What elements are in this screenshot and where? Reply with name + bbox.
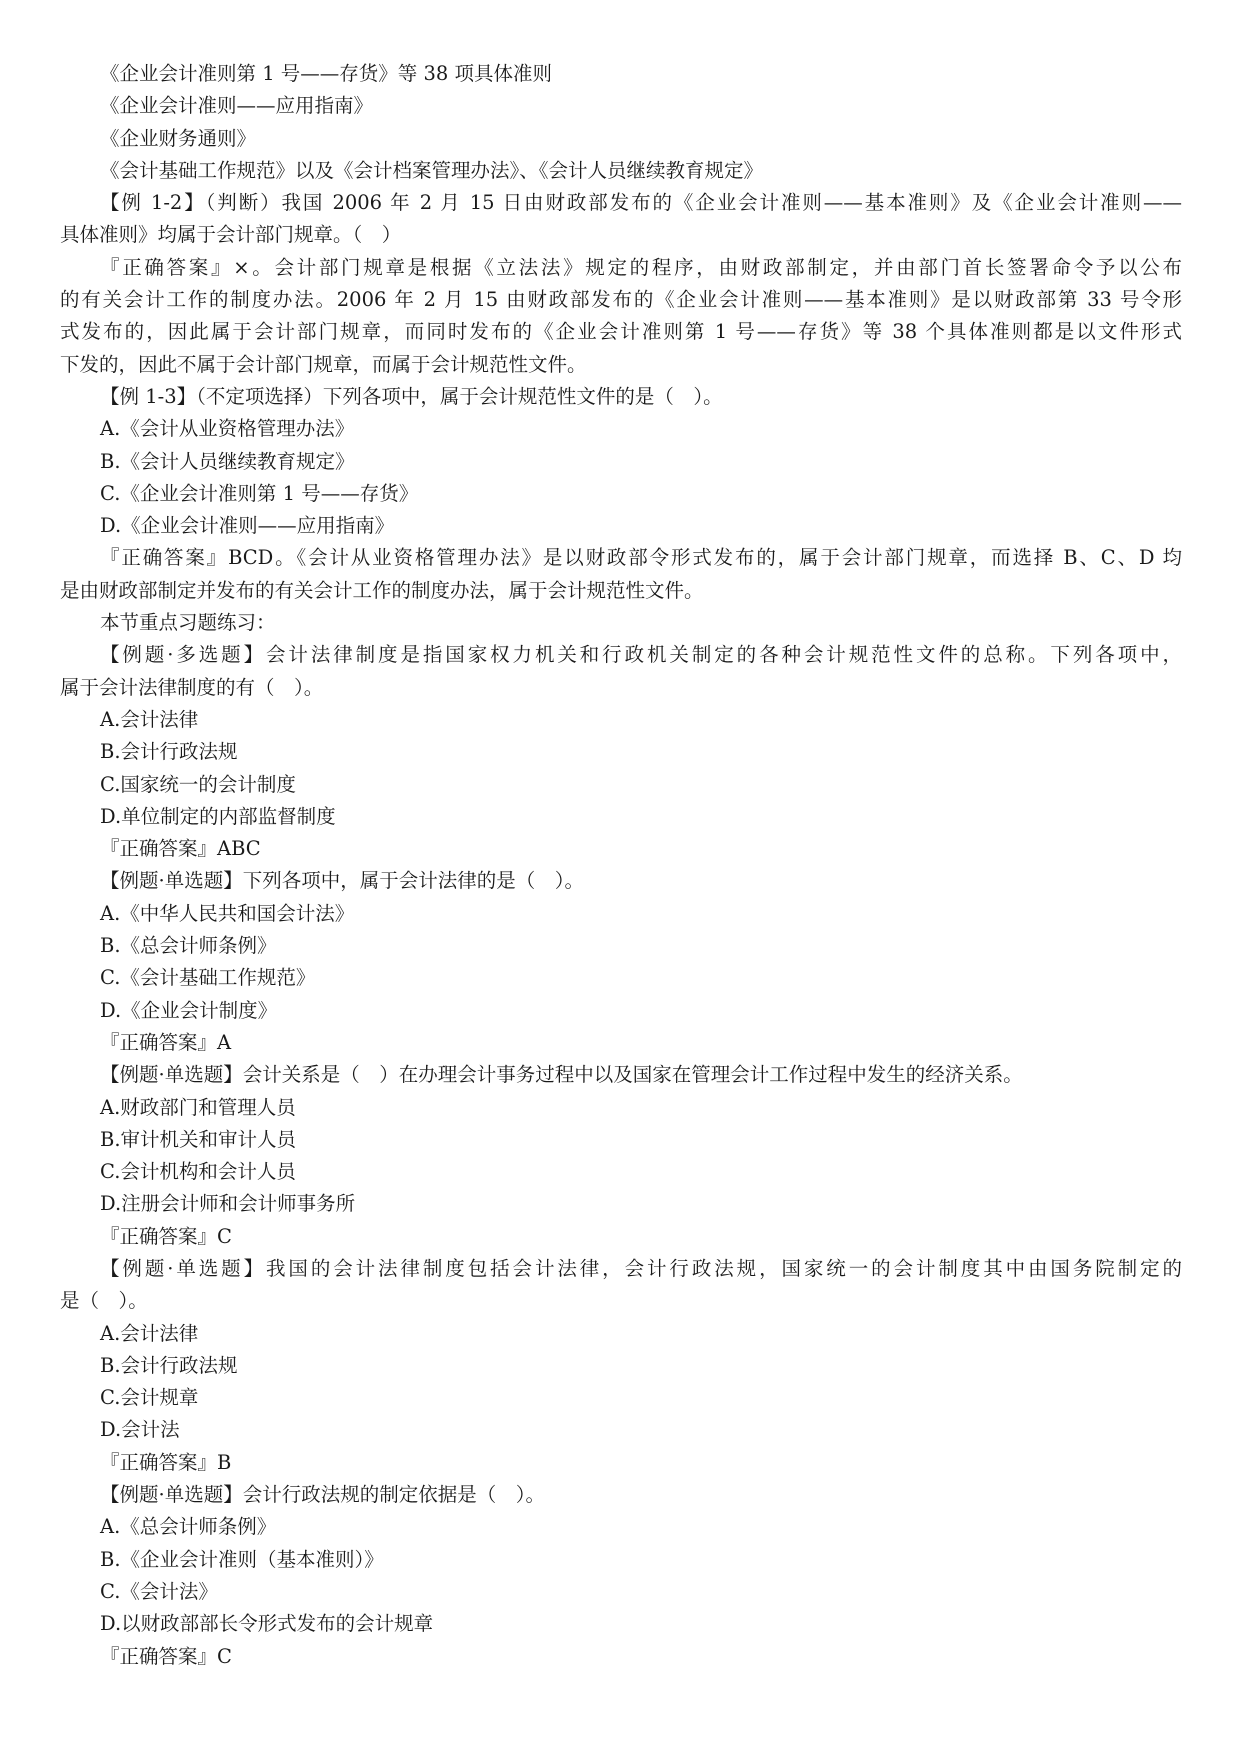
option-d: D.注册会计师和会计师事务所 (100, 1192, 356, 1216)
option-c: C.《会计基础工作规范》 (100, 966, 316, 990)
exercise-5-answer: 『正确答案』C (100, 1644, 232, 1668)
option-a: A.会计法律 (100, 707, 199, 731)
option-b: B.会计行政法规 (100, 1353, 238, 1377)
exercise-5-stem: 【例题·单选题】会计行政法规的制定依据是（ ）。 (100, 1483, 545, 1507)
option-d: D.单位制定的内部监督制度 (100, 804, 336, 828)
option-c: C.《企业会计准则第 1 号——存货》 (100, 481, 419, 505)
option-a: A.财政部门和管理人员 (100, 1095, 296, 1119)
exercise-1-stem-cont: 属于会计法律制度的有（ ）。 (60, 675, 324, 699)
option-a: A.《中华人民共和国会计法》 (100, 901, 355, 925)
option-b: B.《总会计师条例》 (100, 934, 277, 958)
text-line: 《企业会计准则第 1 号——存货》等 38 项具体准则 (100, 62, 553, 85)
answer-1-2: 『正确答案』×。会计部门规章是根据《立法法》规定的程序，由财政部制定，并由部门首长签署命令予以公布 (100, 255, 1182, 279)
option-c: C.会计机构和会计人员 (100, 1160, 296, 1184)
option-c: C.国家统一的会计制度 (100, 772, 296, 796)
exercise-1-answer: 『正确答案』ABC (100, 837, 261, 861)
text-line: 《企业财务通则》 (100, 126, 257, 150)
exercise-4-stem: 【例题·单选题】我国的会计法律制度包括会计法律，会计行政法规，国家统一的会计制度其中由国务院制定的 (100, 1256, 1182, 1280)
option-c: C.会计规章 (100, 1386, 199, 1410)
question-1-2-stem-cont: 具体准则》均属于会计部门规章。（ ） (60, 223, 402, 247)
section-heading: 本节重点习题练习： (100, 611, 276, 635)
exercise-2-stem: 【例题·单选题】下列各项中，属于会计法律的是（ ）。 (100, 869, 584, 893)
option-c: C.《会计法》 (100, 1579, 218, 1603)
option-b: B.《会计人员继续教育规定》 (100, 449, 355, 473)
question-1-2-stem: 【例 1-2】（判断）我国 2006 年 2 月 15 日由财政部发布的《企业会计准则——基本准则》及《企业会计准则—— (100, 191, 1182, 215)
answer-1-3: 『正确答案』BCD。《会计从业资格管理办法》是以财政部令形式发布的，属于会计部门规章，而选择 B、C、D 均 (100, 546, 1182, 570)
answer-1-2-cont: 下发的，因此不属于会计部门规章，而属于会计规范性文件。 (60, 352, 587, 376)
document-page (60, 58, 1182, 1673)
option-d: D.《企业会计制度》 (100, 998, 278, 1022)
exercise-3-answer: 『正确答案』C (100, 1224, 232, 1248)
exercise-1-stem: 【例题·多选题】会计法律制度是指国家权力机关和行政机关制定的各种会计规范性文件的总称。下列各项中， (100, 643, 1182, 667)
option-d: D.以财政部部长令形式发布的会计规章 (100, 1612, 434, 1636)
text-line: 《企业会计准则——应用指南》 (100, 94, 374, 118)
option-a: A.会计法律 (100, 1321, 199, 1345)
option-b: B.审计机关和审计人员 (100, 1127, 297, 1151)
option-a: A.《会计从业资格管理办法》 (100, 417, 355, 441)
option-a: A.《总会计师条例》 (100, 1515, 277, 1539)
option-d: D.《企业会计准则——应用指南》 (100, 514, 395, 538)
text-line: 《会计基础工作规范》以及《会计档案管理办法》、《会计人员继续教育规定》 (100, 158, 764, 182)
answer-1-2-cont: 的有关会计工作的制度办法。2006 年 2 月 15 由财政部发布的《企业会计准则——基本准则》是以财政部第 33 号令形 (60, 288, 1182, 312)
exercise-3-stem: 【例题·单选题】会计关系是（ ）在办理会计事务过程中以及国家在管理会计工作过程中发生的经济关系。 (100, 1063, 1023, 1087)
exercise-2-answer: 『正确答案』A (100, 1030, 232, 1054)
exercise-4-stem-cont: 是（ ）。 (60, 1289, 148, 1313)
answer-1-2-cont: 式发布的，因此属于会计部门规章，而同时发布的《企业会计准则第 1 号——存货》等 38 个具体准则都是以文件形式 (60, 320, 1182, 344)
exercise-4-answer: 『正确答案』B (100, 1450, 232, 1474)
option-b: B.会计行政法规 (100, 740, 238, 764)
question-1-3-stem: 【例 1-3】（不定项选择）下列各项中，属于会计规范性文件的是（ ）。 (100, 384, 723, 408)
option-d: D.会计法 (100, 1418, 180, 1442)
answer-1-3-cont: 是由财政部制定并发布的有关会计工作的制度办法，属于会计规范性文件。 (60, 578, 704, 602)
option-b: B.《企业会计准则（基本准则）》 (100, 1547, 384, 1571)
